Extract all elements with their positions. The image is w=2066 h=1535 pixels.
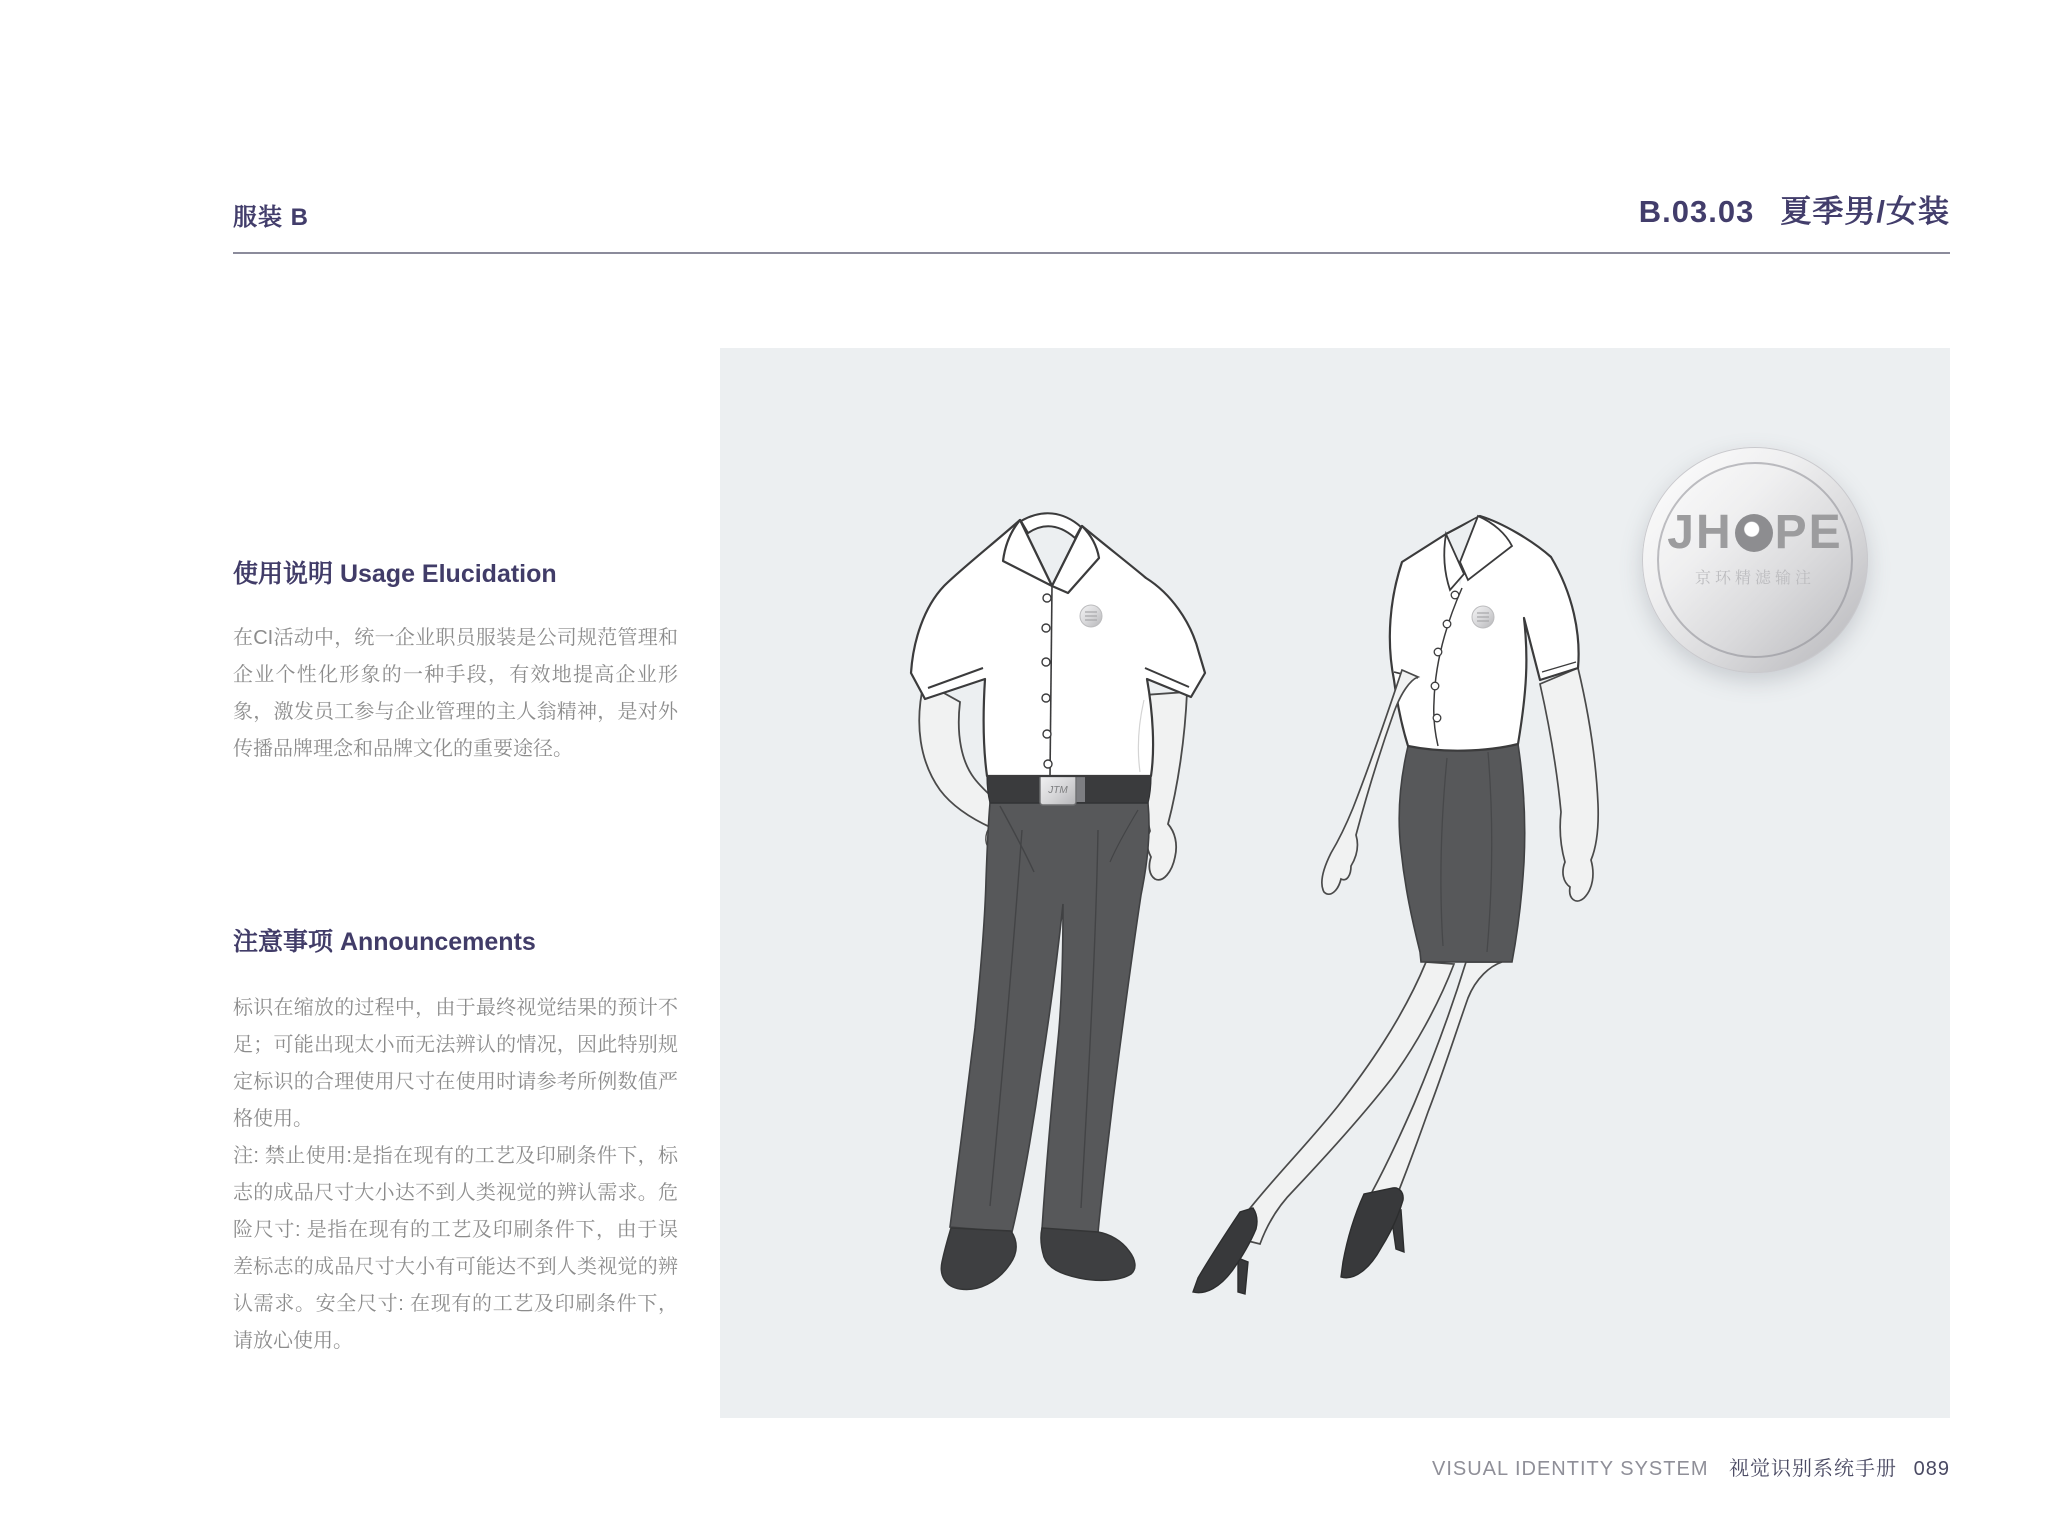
man-collar-band [1021, 513, 1081, 538]
header-divider [233, 252, 1950, 254]
woman-back-arm [1540, 668, 1598, 901]
footer-page-number: 089 [1913, 1458, 1950, 1480]
announcements-paragraph-2: 注: 禁止使用:是指在现有的工艺及印刷条件下，标志的成品尺寸大小达不到人类视觉的辨认需求。危险尺寸: 是指在现有的工艺及印刷条件下，由于误差标志的成品尺寸大小有可能达不到人类视觉的辨认需求。安全尺寸: 在现有的工艺及印刷条件下，请放心使用。 [233, 1145, 678, 1352]
announcements-body [233, 990, 678, 1360]
page-title-code: B.03.03 [1638, 194, 1755, 229]
woman-high-heels [1193, 1188, 1404, 1294]
man-trousers [950, 803, 1149, 1233]
woman-skirt [1399, 744, 1525, 962]
belt-buckle-text: JTM [1048, 785, 1068, 796]
brand-badge [1642, 447, 1868, 673]
belt-keeper [1076, 777, 1085, 802]
badge-tagline: 京环精滤输注 [1694, 570, 1815, 587]
footer-zh: 视觉识别系统手册 [1729, 1458, 1898, 1480]
page-footer [1432, 1452, 1950, 1481]
woman-chest-badge [1472, 606, 1494, 628]
badge-inner-ring [1657, 462, 1853, 658]
announcements-paragraph-1: 标识在缩放的过程中，由于最终视觉结果的预计不足；可能出现太小而无法辨认的情况，因此特别规定标识的合理使用尺寸在使用时请参考所例数值严格使用。 [233, 997, 678, 1130]
page-title-text: 夏季男/女装 [1780, 194, 1950, 229]
announcements-heading: 注意事项 Announcements [233, 928, 536, 956]
usage-paragraph: 在CI活动中，统一企业职员服装是公司规范管理和企业个性化形象的一种手段，有效地提高企业形象，激发员工参与企业管理的主人翁精神，是对外传播品牌理念和品牌文化的重要途径。 [233, 627, 678, 760]
uniform-showcase-panel [720, 348, 1950, 1418]
usage-body [233, 620, 678, 768]
badge-brand-left: JH [1667, 506, 1733, 559]
section-label: 服装 B [233, 204, 309, 231]
page-title [1639, 186, 1950, 231]
man-chest-badge [1080, 605, 1102, 627]
badge-brand-right: PE [1774, 506, 1843, 559]
footer-en: VISUAL IDENTITY SYSTEM [1431, 1458, 1709, 1480]
man-shoes [941, 1228, 1135, 1290]
female-uniform-illustration [1150, 500, 1630, 1310]
usage-heading: 使用说明 Usage Elucidation [233, 560, 557, 588]
